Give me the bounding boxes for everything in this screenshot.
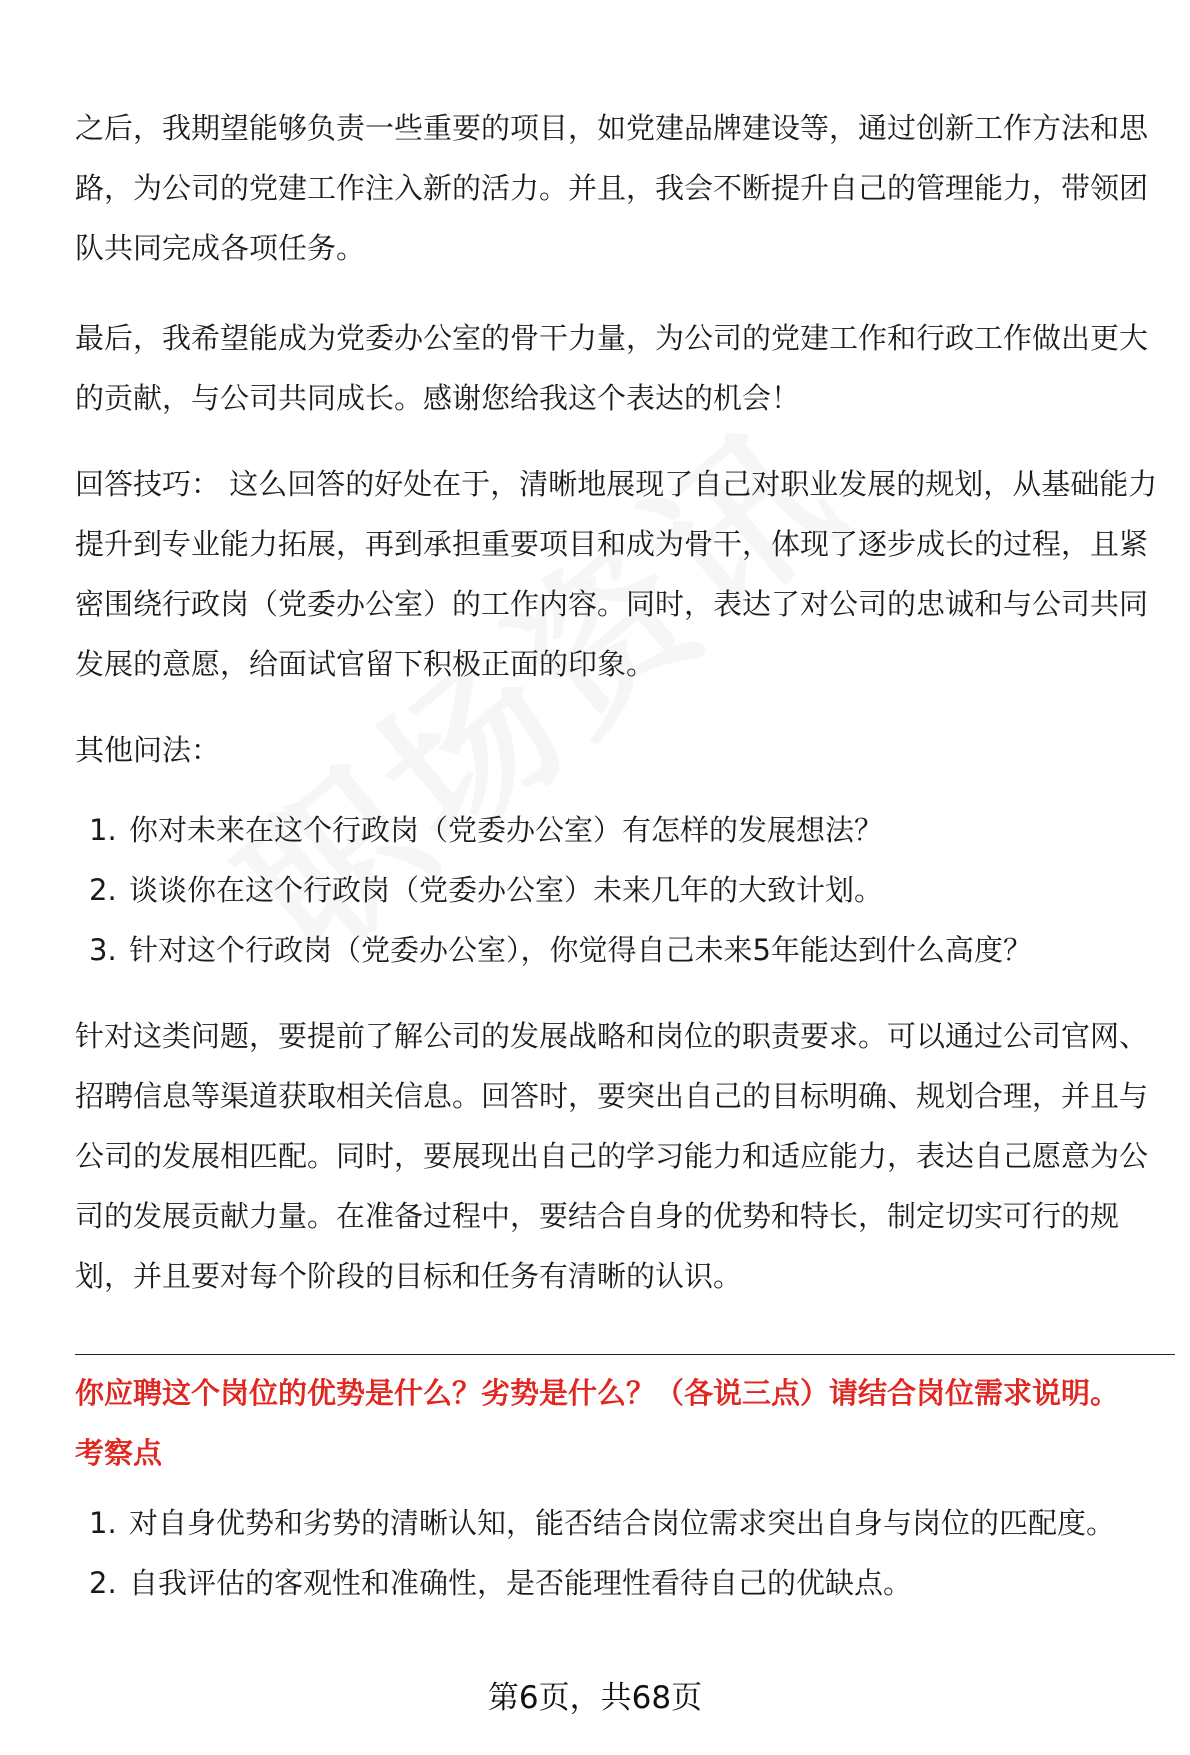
paragraph-answer-tips: 回答技巧： 这么回答的好处在于，清晰地展现了自己对职业发展的规划，从基础能力提升到专业能力拓展，再到承担重要项目和成为骨干，体现了逐步成长的过程，且紧密围绕行政岗（党委办公室）的工作内容。同时，表达了对公司的忠诚和与公司共同发展的意愿，给面试官留下积极正面的印象。 — [75, 467, 1158, 681]
page-content — [75, 98, 1175, 1613]
list-item-text: 自我评估的客观性和准确性，是否能理性看待自己的优缺点。 — [129, 1566, 913, 1600]
list-item-number: 2. — [89, 873, 117, 907]
other-questions-list — [75, 800, 1175, 980]
list-item-text: 谈谈你在这个行政岗（党委办公室）未来几年的大致计划。 — [129, 873, 884, 907]
list-item — [75, 1553, 1175, 1613]
paragraph-plan-projects: 之后，我期望能够负责一些重要的项目，如党建品牌建设等，通过创新工作方法和思路，为公司的党建工作注入新的活力。并且，我会不断提升自己的管理能力，带领团队共同完成各项任务。 — [75, 111, 1149, 265]
other-questions-label: 其他问法： — [75, 733, 221, 767]
list-item-number: 1. — [89, 813, 117, 847]
list-item-text: 对自身优势和劣势的清晰认知，能否结合岗位需求突出自身与岗位的匹配度。 — [129, 1506, 1116, 1540]
list-item — [75, 800, 1175, 860]
list-item — [75, 1493, 1175, 1553]
paragraph-preparation-advice: 针对这类问题，要提前了解公司的发展战略和岗位的职责要求。可以通过公司官网、招聘信息等渠道获取相关信息。回答时，要突出自己的目标明确、规划合理，并且与公司的发展相匹配。同时，要展现出自己的学习能力和适应能力，表达自己愿意为公司的发展贡献力量。在准备过程中，要结合自身的优势和特长，制定切实可行的规划，并且要对每个阶段的目标和任务有清晰的认识。 — [75, 1019, 1149, 1293]
assessment-points-list — [75, 1493, 1175, 1613]
list-item — [75, 860, 1175, 920]
list-item-text: 针对这个行政岗（党委办公室），你觉得自己未来5年能达到什么高度？ — [129, 933, 1032, 967]
question-subtitle: 考察点 — [75, 1436, 163, 1470]
list-item — [75, 920, 1175, 980]
page-number: 第6页，共68页 — [487, 1680, 703, 1716]
list-item-number: 1. — [89, 1506, 117, 1540]
list-item-number: 2. — [89, 1566, 117, 1600]
question-title: 你应聘这个岗位的优势是什么？劣势是什么？（各说三点）请结合岗位需求说明。 — [75, 1376, 1120, 1410]
list-item-text: 你对未来在这个行政岗（党委办公室）有怎样的发展想法？ — [129, 813, 884, 847]
list-item-number: 3. — [89, 933, 117, 967]
paragraph-plan-final: 最后，我希望能成为党委办公室的骨干力量，为公司的党建工作和行政工作做出更大的贡献，与公司共同成长。感谢您给我这个表达的机会！ — [75, 321, 1149, 415]
